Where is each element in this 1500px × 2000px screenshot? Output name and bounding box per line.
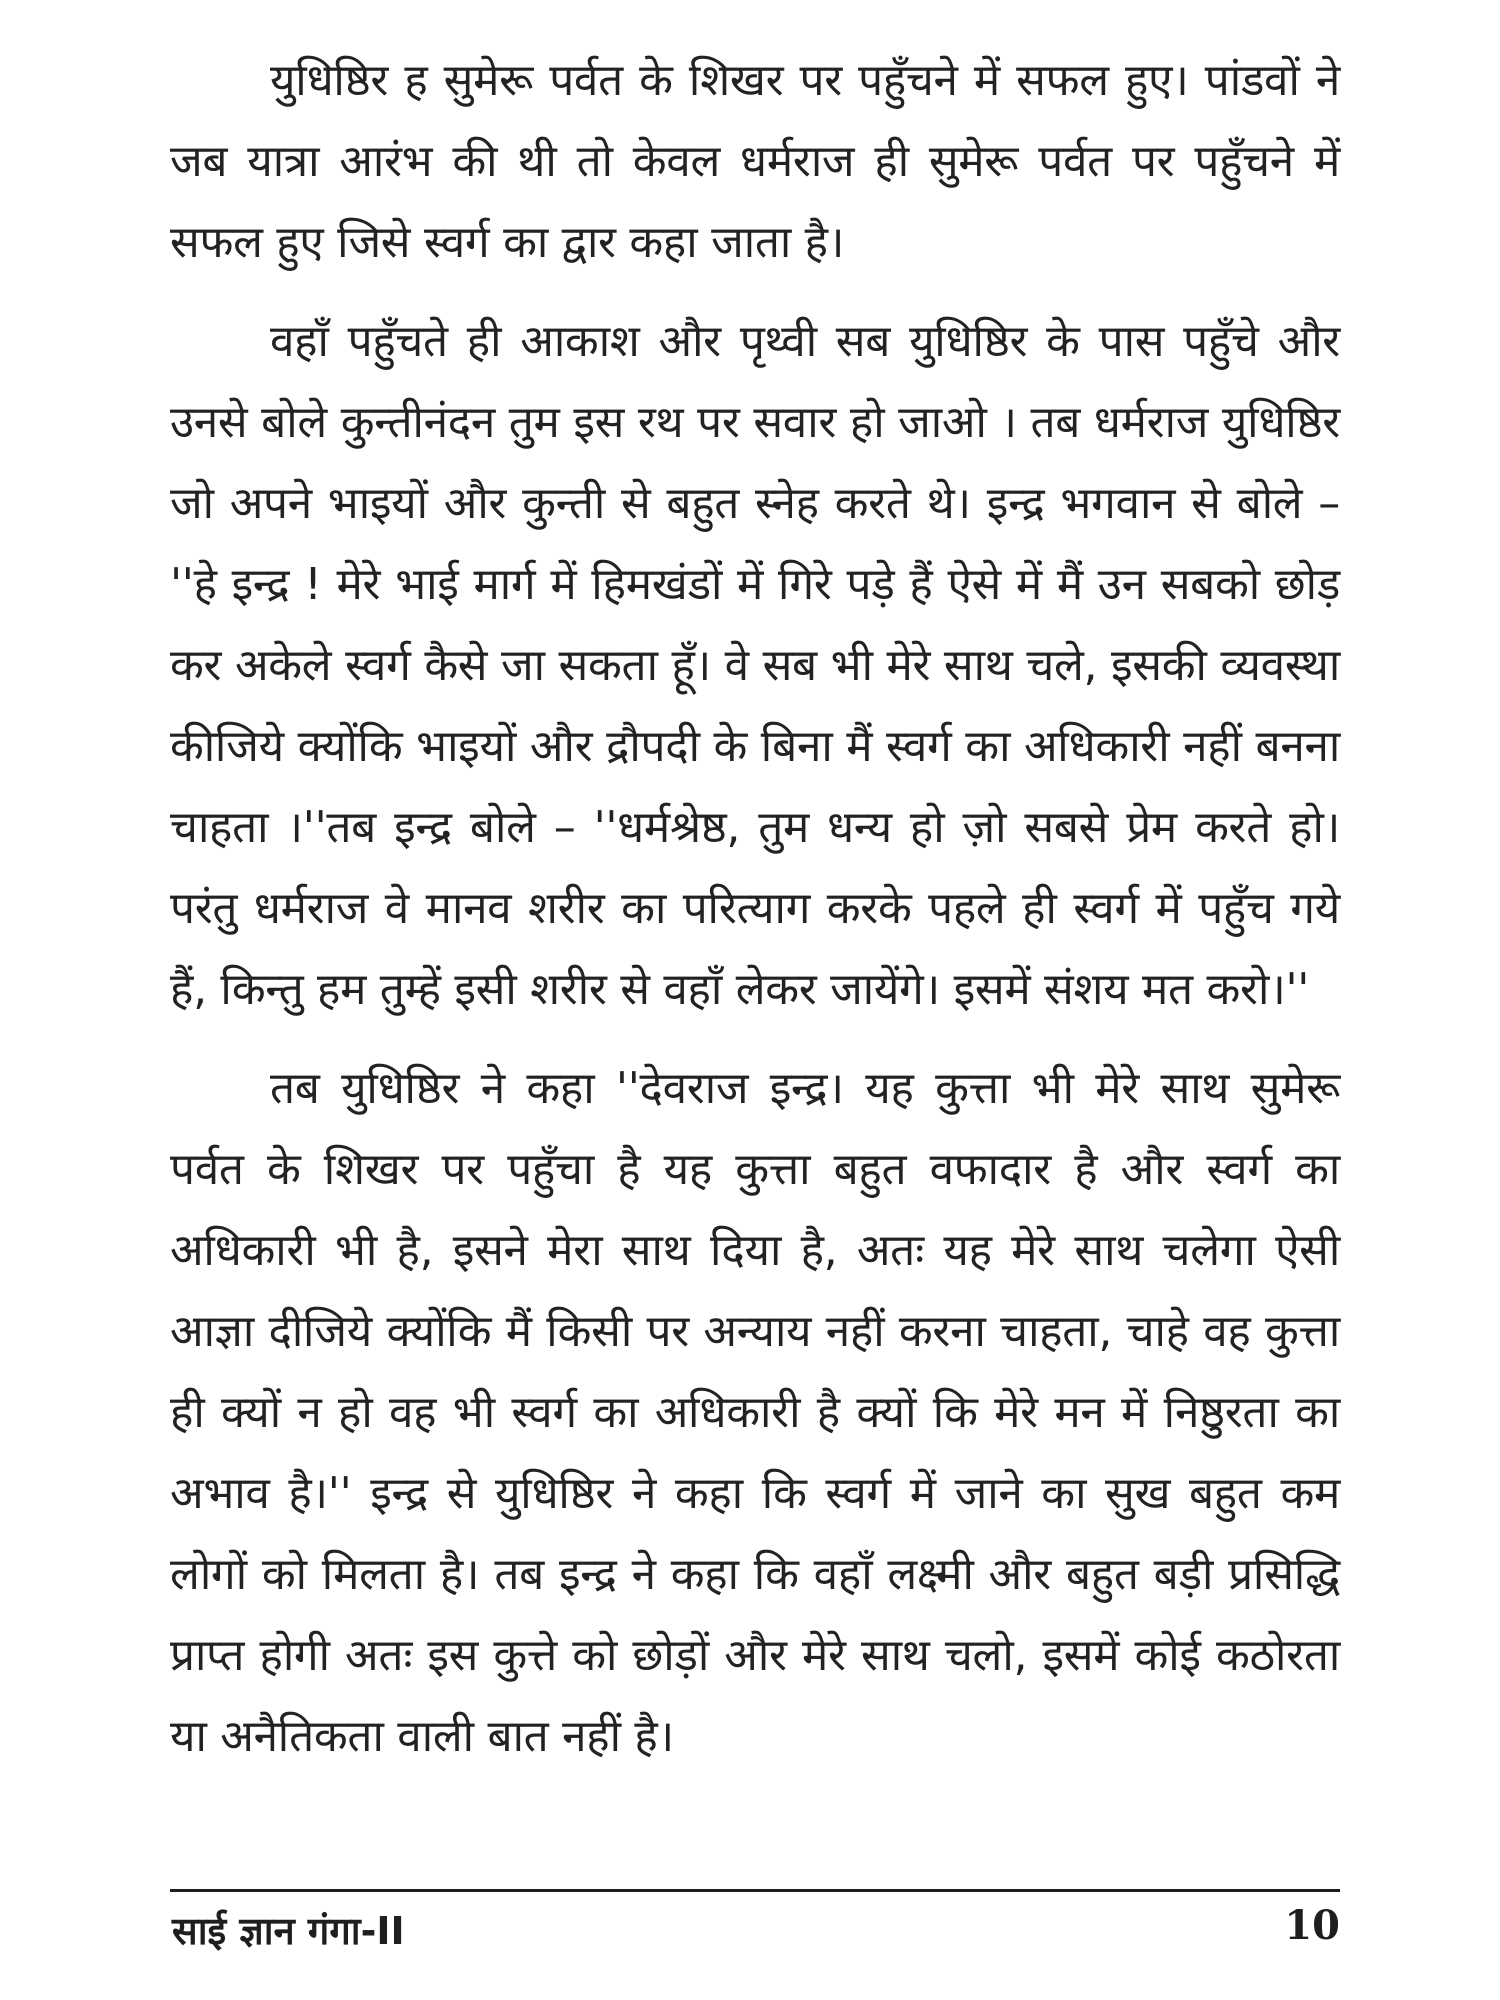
page-number: 10 — [1284, 1902, 1340, 1949]
footer-book-title: साई ज्ञान गंगा-II — [172, 1909, 405, 1953]
paragraph-3: तब युधिष्ठिर ने कहा ''देवराज इन्द्र। यह कुत्ता भी मेरे साथ सुमेरू पर्वत के शिखर पर पहुँचा है यह कुत्ता बहुत वफादार है और स्वर्ग का अधिकारी भी है, इसने मेरा साथ दिया है, अतः यह मेरे साथ चलेगा ऐसी आज्ञा दीजिये क्योंकि मैं किसी पर अन्याय नहीं करना चाहता, चाहे वह कुत्ता ही क्यों न हो वह भी स्वर्ग का अधिकारी है क्यों कि मेरे मन में निष्ठुरता का अभाव है।'' इन्द्र से युधिष्ठिर ने कहा कि स्वर्ग में जाने का सुख बहुत कम लोगों को मिलता है। तब इन्द्र ने कहा कि वहाँ लक्ष्मी और बहुत बड़ी प्रसिद्धि प्राप्त होगी अतः इस कुत्ते को छोड़ों और मेरे साथ चलो, इसमें कोई कठोरता या अनैतिकता वाली बात नहीं है। — [170, 1063, 1340, 1762]
paragraph-2: वहाँ पहुँचते ही आकाश और पृथ्वी सब युधिष्ठिर के पास पहुँचे और उनसे बोले कुन्तीनंदन तुम इस रथ पर सवार हो जाओ । तब धर्मराज युधिष्ठिर जो अपने भाइयों और कुन्ती से बहुत स्नेह करते थे। इन्द्र भगवान से बोले – ''हे इन्द्र ! मेरे भाई मार्ग में हिमखंडों में गिरे पड़े हैं ऐसे में मैं उन सबको छोड़ कर अकेले स्वर्ग कैसे जा सकता हूँ। वे सब भी मेरे साथ चले, इसकी व्यवस्था कीजिये क्योंकि भाइयों और द्रौपदी के बिना मैं स्वर्ग का अधिकारी नहीं बनना चाहता ।''तब इन्द्र बोले – ''धर्मश्रेष्ठ, तुम धन्य हो ज़ो सबसे प्रेम करते हो। परंतु धर्मराज वे मानव शरीर का परित्याग करके पहले ही स्वर्ग में पहुँच गये हैं, किन्तु हम तुम्हें इसी शरीर से वहाँ लेकर जायेंगे। इसमें संशय मत करो।'' — [170, 316, 1340, 1015]
paragraph-1: युधिष्ठिर ह सुमेरू पर्वत के शिखर पर पहुँचने में सफल हुए। पांडवों ने जब यात्रा आरंभ की थी तो केवल धर्मराज ही सुमेरू पर्वत पर पहुँचने में सफल हुए जिसे स्वर्ग का द्वार कहा जाता है। — [170, 55, 1340, 268]
footer-divider — [170, 1889, 1340, 1892]
page-body — [170, 40, 1340, 1795]
